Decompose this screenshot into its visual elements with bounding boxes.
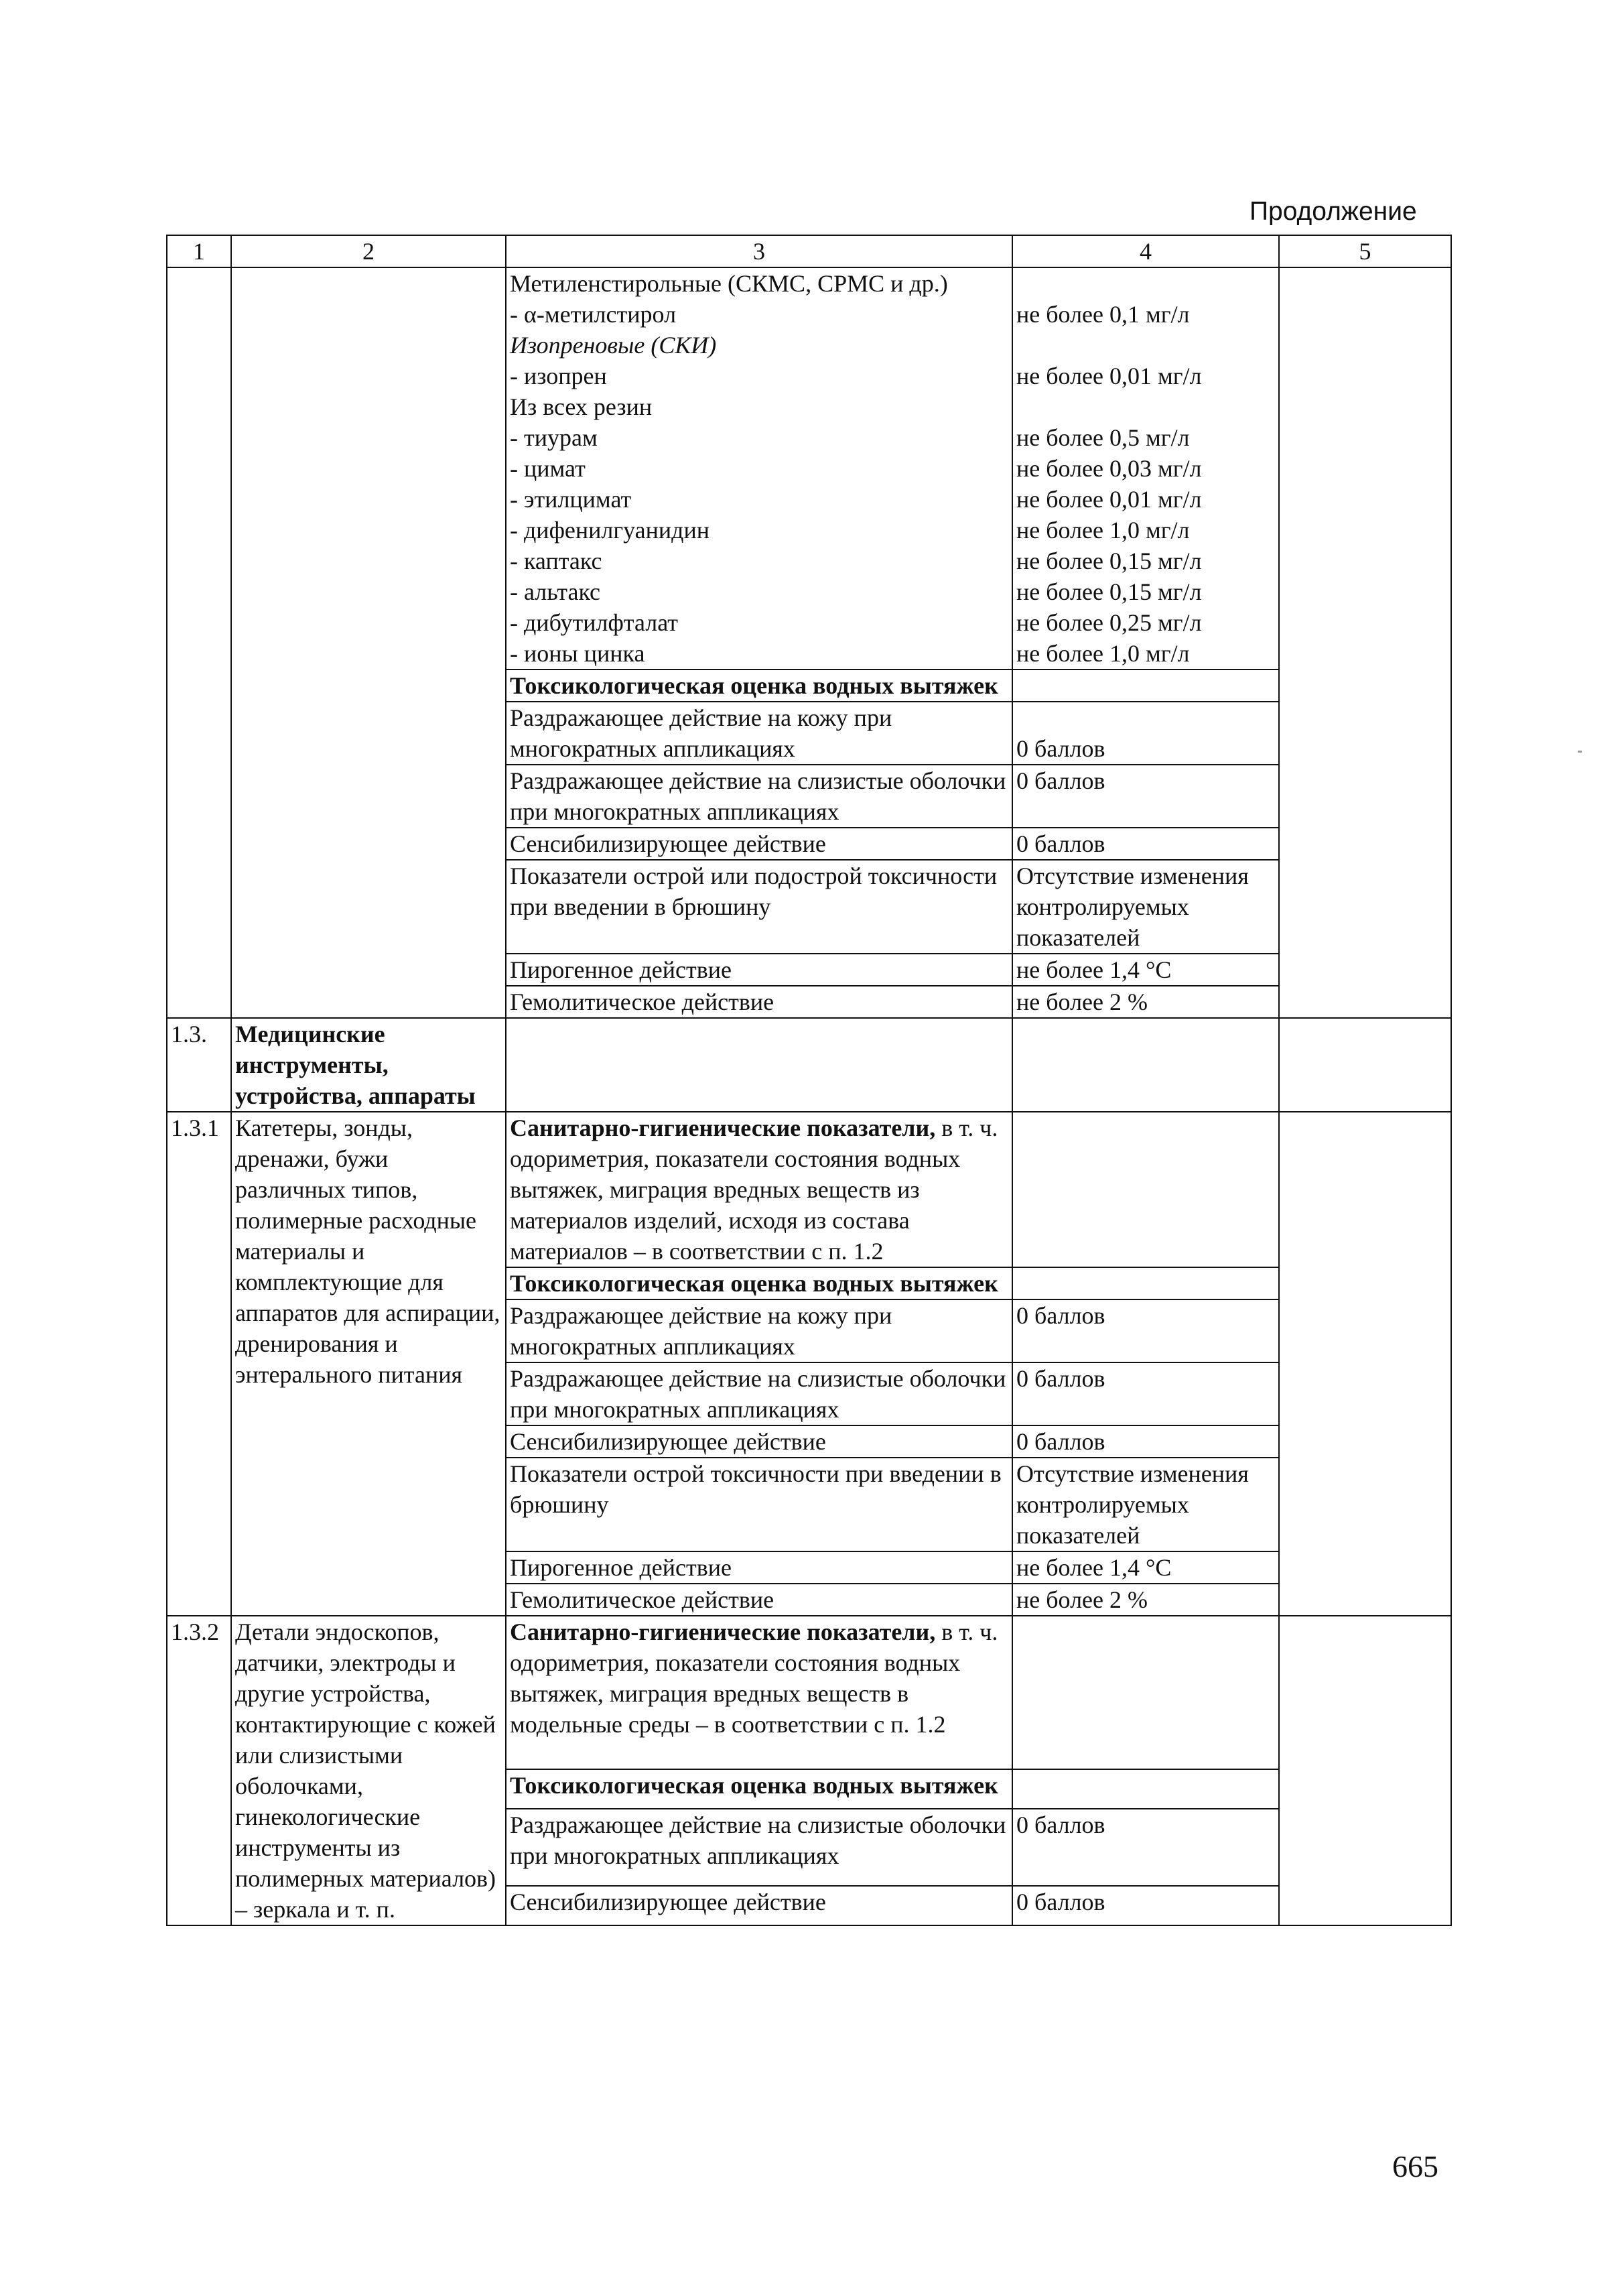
value-text: 0 баллов	[1012, 1299, 1279, 1362]
table-row	[167, 267, 1451, 669]
param-group: Изопреновые (СКИ)	[510, 332, 717, 359]
table-row	[167, 1112, 1451, 1267]
sanitary-cell	[506, 1112, 1012, 1267]
value-text: 0 баллов	[1012, 1886, 1279, 1925]
section-description: Катетеры, зонды, дренажи, бужи различных типов, полимерные расходные материалы и комплектующие для аппаратов для аспирации, дренирования и энтерального питания	[231, 1112, 506, 1616]
value-text: не более 0,15 мг/л	[1016, 578, 1202, 605]
section-number: 1.3.2	[167, 1616, 231, 1925]
param-text: Раздражающее действие на слизистые оболочки при многократных аппликациях	[506, 765, 1012, 828]
value-text: не более 1,4 °С	[1012, 954, 1279, 986]
continuation-label: Продолжение	[1249, 197, 1417, 226]
col-header: 2	[231, 235, 506, 267]
param-text: Пирогенное действие	[506, 954, 1012, 986]
param-text: - дибутилфталат	[510, 609, 679, 636]
value-text: Отсутствие изменения контролируемых показателей	[1012, 860, 1279, 954]
param-text: Гемолитическое действие	[506, 1584, 1012, 1616]
page-number: 665	[1392, 2149, 1438, 2183]
col-header: 4	[1012, 235, 1279, 267]
param-text: - этилцимат	[510, 486, 632, 513]
column-number-row	[167, 235, 1451, 267]
table-row	[167, 1616, 1451, 1769]
sanitary-header: Санитарно-гигиенические показатели,	[510, 1618, 936, 1645]
param-text: Метиленстирольные (СКМС, СРМС и др.)	[510, 270, 948, 297]
param-text: - изопрен	[510, 363, 607, 389]
param-text: Раздражающее действие на кожу при многократных аппликациях	[506, 1299, 1012, 1362]
notes-cell	[1279, 1112, 1451, 1616]
sanitary-text: в т. ч. одориметрия, показатели состояния водных вытяжек, миграция вредных веществ в модельные среды – в соответствии с п. 1.2	[510, 1618, 998, 1738]
section-number: 1.3.	[167, 1018, 231, 1112]
param-text: Раздражающее действие на кожу при многократных аппликациях	[506, 702, 1012, 765]
tox-header: Токсикологическая оценка водных вытяжек	[506, 1267, 1012, 1299]
section-title: Медицинские инструменты, устройства, аппараты	[231, 1018, 506, 1112]
value-text: не более 2 %	[1012, 1584, 1279, 1616]
value-text: не более 0,25 мг/л	[1016, 609, 1202, 636]
sanitary-header: Санитарно-гигиенические показатели,	[510, 1114, 936, 1141]
param-text: Сенсибилизирующее действие	[506, 1425, 1012, 1458]
param-text: Пирогенное действие	[506, 1551, 1012, 1584]
notes-cell	[1279, 267, 1451, 1018]
value-text: не более 1,0 мг/л	[1016, 517, 1190, 544]
value-text: не более 0,15 мг/л	[1016, 548, 1202, 574]
param-text: - цимат	[510, 455, 586, 482]
value-text: 0 баллов	[1012, 1362, 1279, 1425]
tox-header: Токсикологическая оценка водных вытяжек	[506, 1769, 1012, 1809]
num-cell	[167, 267, 231, 1018]
param-text: Раздражающее действие на слизистые оболочки при многократных аппликациях	[506, 1362, 1012, 1425]
value-list	[1012, 267, 1279, 669]
col-header: 5	[1279, 235, 1451, 267]
scan-speck	[1578, 751, 1582, 753]
requirements-table	[166, 235, 1452, 1926]
param-text: - каптакс	[510, 548, 602, 574]
value-text: Отсутствие изменения контролируемых показателей	[1012, 1458, 1279, 1551]
table-row	[167, 1018, 1451, 1112]
param-text: - дифенилгуанидин	[510, 517, 710, 544]
param-text: Раздражающее действие на слизистые оболочки при многократных аппликациях	[506, 1809, 1012, 1887]
value-text: не более 2 %	[1012, 986, 1279, 1018]
param-text: - альтакс	[510, 578, 601, 605]
sanitary-text: в т. ч. одориметрия, показатели состояния водных вытяжек, миграция вредных веществ из материалов изделий, исходя из состава материалов – в соответствии с п. 1.2	[510, 1114, 998, 1265]
col-header: 3	[506, 235, 1012, 267]
section-number: 1.3.1	[167, 1112, 231, 1616]
value-text: не более 1,4 °С	[1012, 1551, 1279, 1584]
value-text: не более 0,01 мг/л	[1016, 363, 1202, 389]
value-text: не более 0,1 мг/л	[1016, 301, 1190, 328]
param-text: - ионы цинка	[510, 640, 645, 667]
param-text: Сенсибилизирующее действие	[506, 1886, 1012, 1925]
value-text: 0 баллов	[1012, 828, 1279, 860]
param-text: Сенсибилизирующее действие	[506, 828, 1012, 860]
param-text: Гемолитическое действие	[506, 986, 1012, 1018]
value-text: не более 1,0 мг/л	[1016, 640, 1190, 667]
value-text: 0 баллов	[1012, 1425, 1279, 1458]
param-text: - тиурам	[510, 424, 598, 451]
sanitary-cell	[506, 1616, 1012, 1769]
param-list	[506, 267, 1012, 669]
desc-cell	[231, 267, 506, 1018]
col-header: 1	[167, 235, 231, 267]
value-text: не более 0,01 мг/л	[1016, 486, 1202, 513]
notes-cell	[1279, 1616, 1451, 1925]
param-text: - α-метилстирол	[510, 301, 677, 328]
value-text: 0 баллов	[1012, 702, 1279, 765]
value-text: 0 баллов	[1012, 765, 1279, 828]
tox-header: Токсикологическая оценка водных вытяжек	[506, 669, 1012, 702]
value-text: не более 0,5 мг/л	[1016, 424, 1190, 451]
value-text: 0 баллов	[1012, 1809, 1279, 1887]
section-description: Детали эндоскопов, датчики, электроды и другие устройства, контактирующие с кожей или слизистыми оболочками, гинекологические инструменты из полимерных материалов) – зеркала и т. п.	[231, 1616, 506, 1925]
param-text: Показатели острой токсичности при введении в брюшину	[506, 1458, 1012, 1551]
param-group: Из всех резин	[510, 393, 653, 420]
value-text: не более 0,03 мг/л	[1016, 455, 1202, 482]
param-text: Показатели острой или подострой токсичности при введении в брюшину	[506, 860, 1012, 954]
